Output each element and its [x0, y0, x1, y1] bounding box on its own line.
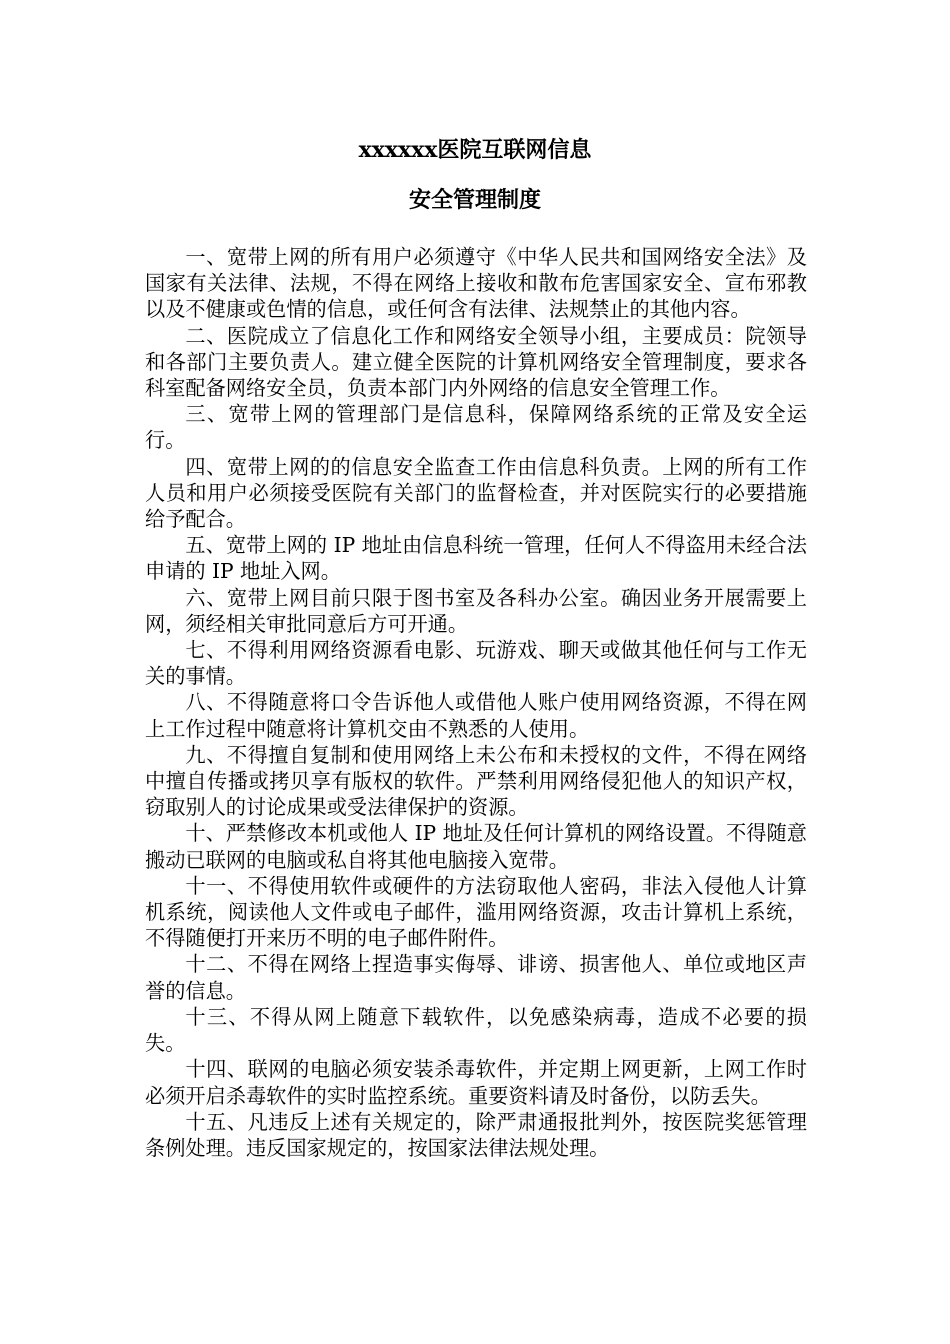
- paragraph-7: 七、不得利用网络资源看电影、玩游戏、聊天或做其他任何与工作无关的事情。: [145, 638, 807, 689]
- paragraph-9: 九、不得擅自复制和使用网络上未公布和未授权的文件，不得在网络中擅自传播或拷贝享有版权的软件。严禁利用网络侵犯他人的知识产权，窃取别人的讨论成果或受法律保护的资源。: [145, 742, 807, 820]
- paragraph-6: 六、宽带上网目前只限于图书室及各科办公室。确因业务开展需要上网，须经相关审批同意后方可开通。: [145, 585, 807, 636]
- paragraph-4: 四、宽带上网的的信息安全监查工作由信息科负责。上网的所有工作人员和用户必须接受医院有关部门的监督检查，并对医院实行的必要措施给予配合。: [145, 454, 807, 532]
- paragraph-3: 三、宽带上网的管理部门是信息科，保障网络系统的正常及安全运行。: [145, 402, 807, 453]
- paragraph-14: 十四、联网的电脑必须安装杀毒软件，并定期上网更新，上网工作时必须开启杀毒软件的实时监控系统。重要资料请及时备份，以防丢失。: [145, 1057, 807, 1108]
- paragraph-2: 二、医院成立了信息化工作和网络安全领导小组，主要成员：院领导和各部门主要负责人。建立健全医院的计算机网络安全管理制度，要求各科室配备网络安全员，负责本部门内外网络的信息安全管理工作。: [145, 323, 807, 401]
- paragraph-10: 十、严禁修改本机或他人 IP 地址及任何计算机的网络设置。不得随意搬动已联网的电脑或私自将其他电脑接入宽带。: [145, 821, 807, 872]
- paragraph-8: 八、不得随意将口令告诉他人或借他人账户使用网络资源，不得在网上工作过程中随意将计算机交由不熟悉的人使用。: [145, 690, 807, 741]
- paragraph-12: 十二、不得在网络上捏造事实侮辱、诽谤、损害他人、单位或地区声誉的信息。: [145, 952, 807, 1003]
- paragraph-1: 一、宽带上网的所有用户必须遵守《中华人民共和国网络安全法》及国家有关法律、法规，不得在网络上接收和散布危害国家安全、宣布邪教以及不健康或色情的信息，或任何含有法律、法规禁止的其他内容。: [145, 245, 807, 322]
- document-body: [145, 244, 807, 1161]
- paragraph-11: 十一、不得使用软件或硬件的方法窃取他人密码，非法入侵他人计算机系统，阅读他人文件或电子邮件，滥用网络资源，攻击计算机上系统，不得随便打开来历不明的电子邮件附件。: [145, 873, 807, 951]
- document-title-line-2: 安全管理制度: [408, 187, 541, 213]
- paragraph-5: 五、宽带上网的 IP 地址由信息科统一管理，任何人不得盗用未经合法申请的 IP 地址入网。: [145, 533, 807, 584]
- paragraph-15: 十五、凡违反上述有关规定的，除严肃通报批判外，按医院奖惩管理条例处理。违反国家规定的，按国家法律法规处理。: [145, 1109, 807, 1160]
- document-title-line-1: xxxxxx医院互联网信息: [358, 137, 592, 163]
- paragraph-13: 十三、不得从网上随意下载软件，以免感染病毒，造成不必要的损失。: [145, 1004, 807, 1056]
